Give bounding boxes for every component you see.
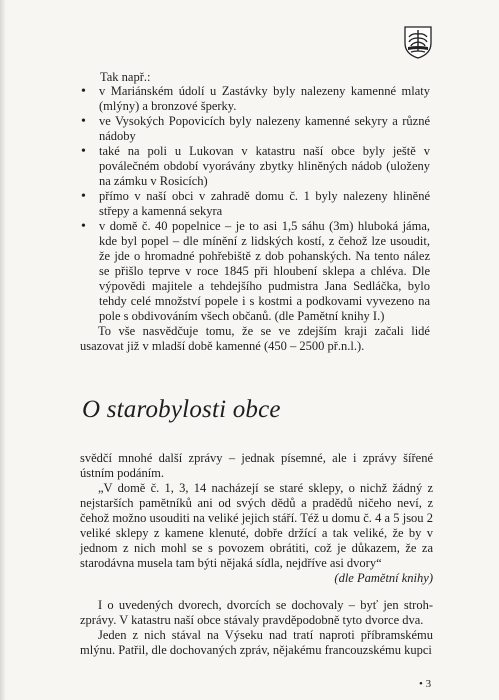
section-body (80, 451, 433, 658)
list-item: • ve Vysokých Popovicích byly nalezeny kamenné sekyry a různé nádoby (80, 114, 430, 144)
body-paragraph: Jeden z nich stával na Výseku nad tratí naproti příbramskému mlýnu. Patřil, dle dochovaných zpráv, nějakému francouzskému kupci (80, 628, 433, 657)
page-number: • 3 (419, 678, 432, 690)
conclusion-paragraph: To vše nasvědčuje tomu, že se ve zdejším kraji začali lidé usazovat již v mladší době kamenné (450 – 2500 př.n.l.). (80, 324, 430, 353)
list-item: • v domě č. 40 popelnice – je to asi 1,5 sáhu (3m) hluboká jáma, kde byl popel – dle mínění z lidských kostí, z čehož lze usoudit, že jde o hromadné pohřebiště z dob pohanských. Na tento nález se přišlo teprve v roce 1845 při hloubení sklepa a chléva. Dle výpovědi majitele a tehdejšího pudmistra Jana Sedláčka, bylo tehdy celé množství popele i s kostmi a podkovami vyvezeno na pole s obdivováním všech občanů. (dle Pamětní knihy I.) (80, 219, 430, 324)
section-title: O starobylosti obce (82, 396, 281, 423)
list-item: • v Mariánském údolí u Zastávky byly nalezeny kamenné mlaty (mlýny) a bronzové šperky. (80, 84, 430, 114)
body-paragraph: I o uvedených dvorech, dvorcích se dochovaly – byť jen stroh-zprávy. V katastru naší obce stávaly pravděpodobně tyto dvorce dva. (80, 598, 433, 627)
body-paragraph: svědčí mnohé další zprávy – jednak písemné, ale i zprávy šířené ústním podáním. (80, 451, 433, 480)
list-item: • přímo v naší obci v zahradě domu č. 1 byly nalezeny hliněné střepy a kamenná sekyra (80, 189, 430, 219)
findings-list (80, 84, 430, 324)
page-edge (0, 0, 6, 700)
coat-of-arms-icon (403, 25, 433, 59)
quote-source: (dle Pamětní knihy) (334, 571, 433, 585)
intro-text: Tak např.: (100, 70, 151, 84)
list-item: • také na poli u Lukovan v katastru naší obce byly ještě v poválečném období vyorávány zbytky hliněných nádob (uloženy na zámku v Rosicích) (80, 144, 430, 189)
quote-paragraph: „V domě č. 1, 3, 14 nacházejí se staré sklepy, o nichž žádný z nejstarších pamětníků ani od svých dědů a pradědů ničeho neví, z čehož možno usouditi na veliké jejich stáří. Též u domu č. 4 a 5 jsou 2 veliké sklepy z kamene klenuté, dobře držící a tak veliké, že by v jednom z nich mohl se s povozem obrátiti, což je důkazem, že za starodávna musela tam býti nějaká sídla, nejdříve asi dvory“ (80, 481, 433, 570)
